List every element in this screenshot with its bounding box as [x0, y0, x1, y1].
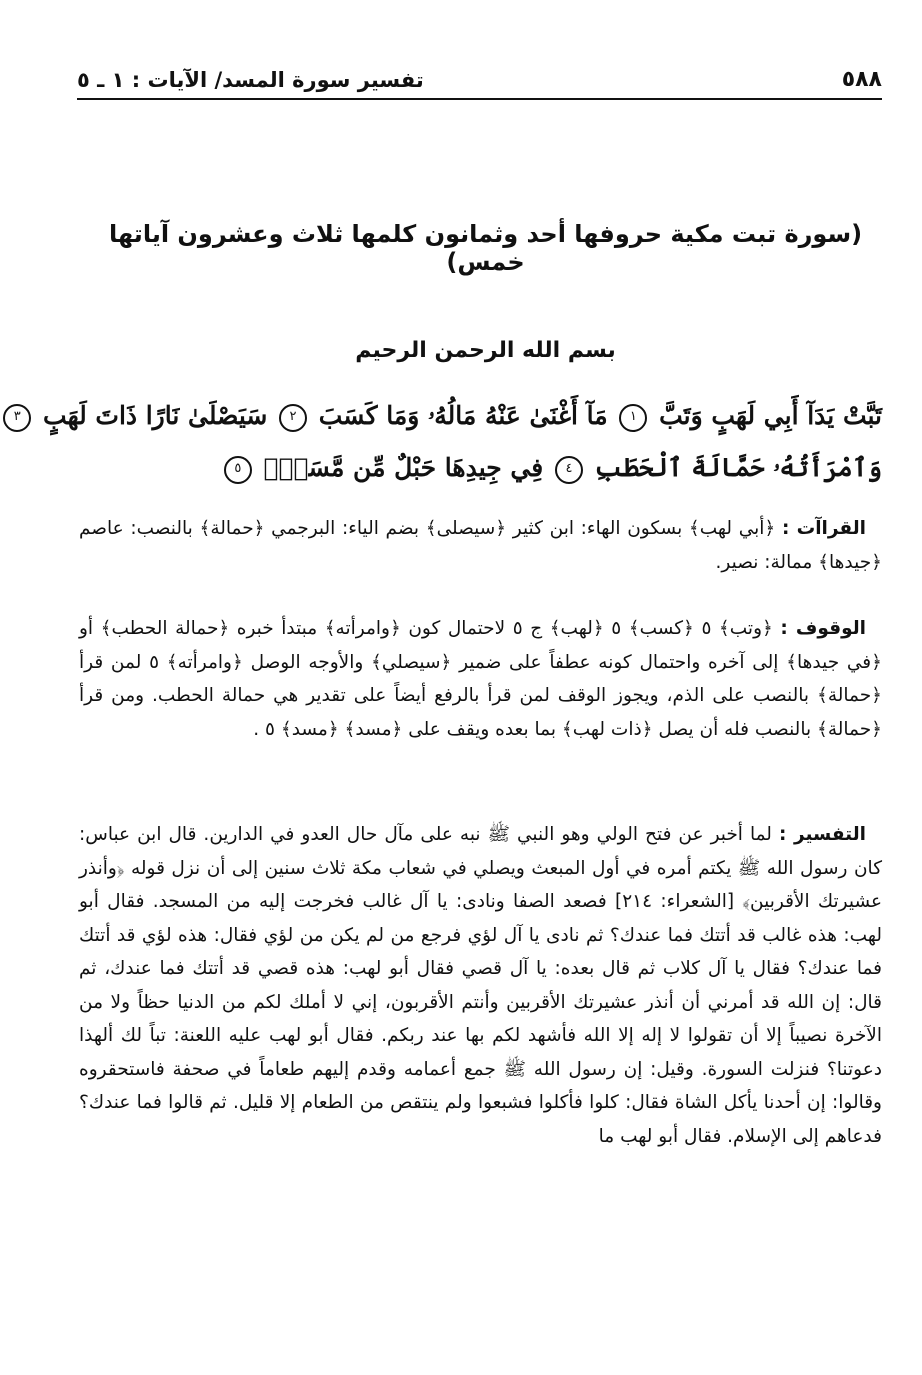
wuquf-label: الوقوف : [780, 618, 866, 639]
verse-5: فِي جِيدِهَا حَبْلٌ مِّن مَّسَدٍۭ [263, 453, 544, 482]
tafsir-label: التفسير : [778, 824, 866, 845]
tafsir-text: لما أخبر عن فتح الولي وهو النبي ﷺ نبه على مآل حال العدو في الدارين. قال ابن عباس: كان رسول الله ﷺ يكتم أمره في أول المبعث ويصلي في شعاب مكة ثلاث سنين إلى أن نزل قوله ﴿وأنذر عشيرتك الأقربين﴾ [الشعراء: ٢١٤] فصعد الصفا ونادى: يا آل غالب فخرجت إليه من المسجد. فقال أبو لهب: هذه غالب قد أتتك فما عندك؟ ثم نادى يا آل لؤي فرجع من لم يكن من لؤي فقال: هذه لؤي قد أتتك فما عندك؟ فقال يا آل كلاب ثم قال بعده: يا آل قصي فقال أبو لهب: هذه قصي قد أتتك فما عندك، ثم قال: إن الله قد أمرني أن أنذر عشيرتك الأقربين وأنتم الأقربون، إني لا أملك لكم من الدنيا حظاً ولا من الآخرة نصيباً إلا أن تقولوا لا إله إلا الله فأشهد لكم بها عند ربكم. فقال أبو لهب عليه اللعنة: تباً لك ألهذا دعوتنا؟ فنزلت السورة. وقيل: إن رسول الله ﷺ جمع أعمامه وقدم إليهم طعاماً في صحفة فاستحقروه وقالوا: إن أحدنا يأكل الشاة فقال: كلوا فأكلوا فشبعوا ولم ينتقص من الطعام إلا قليل. ثم قالوا فما عندك؟ فدعاهم إلى الإسلام. فقال أبو لهب ما [79, 824, 883, 1147]
tafsir-section [79, 818, 882, 1153]
wuquf-section [79, 612, 882, 746]
ayah-number-2: ٢ [279, 404, 307, 432]
verse-3: سَيَصْلَىٰ نَارًا ذَاتَ لَهَبٍ [43, 401, 268, 430]
verse-2: مَآ أَغْنَىٰ عَنْهُ مَالُهُۥ وَمَا كَسَبَ [318, 401, 608, 430]
book-page [13, 0, 922, 1375]
qiraat-label: القراآت : [781, 518, 866, 539]
qiraat-section [79, 512, 882, 579]
quran-verses [13, 390, 882, 494]
ayah-number-3: ٣ [3, 404, 31, 432]
page-header [77, 52, 882, 100]
ayah-number-1: ١ [619, 404, 647, 432]
wuquf-text: ﴿وتب﴾ ٥ ﴿كسب﴾ ٥ ﴿لهب﴾ ج ٥ لاحتمال كون ﴿وامرأته﴾ مبتدأ خبره ﴿حمالة الحطب﴾ أو ﴿في جيدها﴾ إلى آخره واحتمال كونه عطفاً على ضمير ﴿سيصلي﴾ والأوجه الوصل ﴿وامرأته﴾ ٥ لمن قرأ ﴿حمالة﴾ بالنصب على الذم، ويجوز الوقف لمن قرأ بالرفع أيضاً على تقدير هي حمالة الحطب. ومن قرأ ﴿حمالة﴾ بالنصب فله أن يصل ﴿ذات لهب﴾ بما بعده ويقف على ﴿مسد﴾ ﴿مسد﴾ ٥ . [79, 618, 882, 740]
verse-line-2 [77, 442, 882, 494]
running-title: تفسير سورة المسد/ الآيات : ١ ـ ٥ [77, 68, 424, 92]
basmala: بسم الله الرحمن الرحيم [355, 338, 616, 363]
qiraat-text: ﴿أبي لهب﴾ بسكون الهاء: ابن كثير ﴿سيصلى﴾ بضم الياء: البرجمي ﴿حمالة﴾ بالنصب: عاصم ﴿جيدها﴾ ممالة: نصير. [79, 518, 882, 573]
page-number: ٥٨٨ [841, 67, 882, 92]
ayah-number-5: ٥ [224, 456, 252, 484]
ayah-number-4: ٤ [555, 456, 583, 484]
verse-4: وَٱمْرَأَتُهُۥ حَمَّالَةَ ٱلْحَطَبِ [594, 453, 882, 482]
surah-introduction: (سورة تبت مكية حروفها أحد وثمانون كلمها ثلاث وعشرون آياتها خمس) [108, 220, 863, 276]
verse-line-1 [13, 390, 882, 442]
verse-1: تَبَّتْ يَدَآ أَبِي لَهَبٍ وَتَبَّ [659, 401, 882, 430]
